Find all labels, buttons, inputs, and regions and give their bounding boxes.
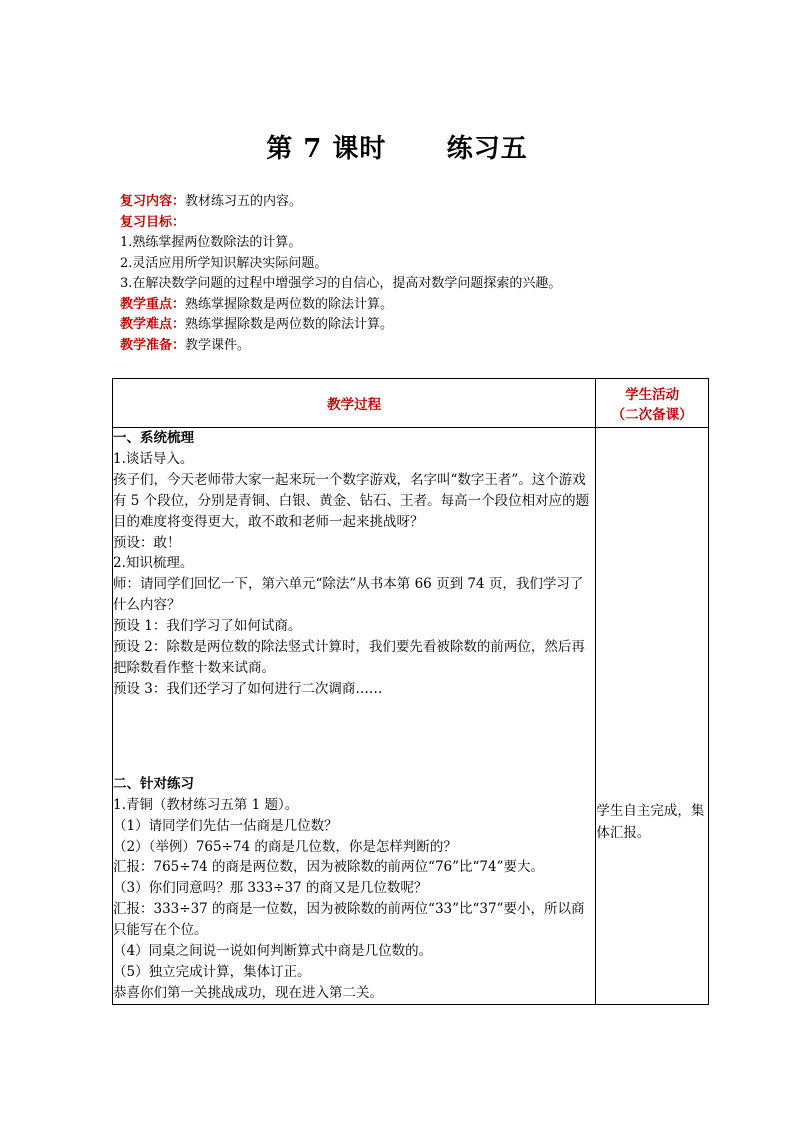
meta-text: 教学课件。 <box>185 337 251 353</box>
meta-review-goals <box>120 213 680 234</box>
meta-goal-2: 2.灵活应用所学知识解决实际问题。 <box>120 255 328 271</box>
meta-label: 复习目标： <box>120 214 186 230</box>
meta-review-content <box>120 192 680 213</box>
meta-text: 熟练掌握除数是两位数的除法计算。 <box>185 317 394 332</box>
blank-space <box>113 700 595 774</box>
section2-line: 恭喜你们第一关挑战成功，现在进入第二关。 <box>113 984 383 1001</box>
teaching-process-cell <box>113 428 596 1005</box>
header-activity-line1: 学生活动 <box>625 387 680 403</box>
section2-line: （4）同桌之间说一说如何判断算式中商是几位数的。 <box>113 943 433 960</box>
meta-text: 熟练掌握除数是两位数的除法计算。 <box>185 296 394 312</box>
section1-line: 预设 3：我们还学习了如何进行二次调商…… <box>113 680 383 697</box>
section2-line: 汇报：333÷37 的商是一位数，因为被除数的前两位“33”比“37”要小，所以商只能写在个位。 <box>113 901 585 939</box>
activity-note: 学生自主完成，集体汇报。 <box>596 803 705 841</box>
header-student-activity <box>596 379 709 428</box>
student-activity-cell <box>596 428 709 1005</box>
meta-preparation <box>120 336 680 357</box>
meta-text: 教材练习五的内容。 <box>185 194 303 209</box>
section1-line: 预设 2：除数是两位数的除法竖式计算时，我们要先看被除数的前两位，然后再把除数看作整十数来试商。 <box>113 639 585 676</box>
lesson-title: 第 7 课时 练习五 <box>266 134 528 164</box>
section2-line: 汇报：765÷74 的商是两位数，因为被除数的前两位“76”比“74”要大。 <box>113 859 545 876</box>
header-teaching-process: 教学过程 <box>113 379 596 428</box>
activity-spacer <box>596 428 708 800</box>
section2-line: （3）你们同意吗？那 333÷37 的商又是几位数呢？ <box>113 880 428 897</box>
section1-line: 预设：敢！ <box>113 534 181 551</box>
section1-line: 2.知识梳理。 <box>113 555 194 572</box>
header-activity-line2: （二次备课） <box>611 407 693 423</box>
lesson-table <box>112 378 709 1005</box>
section1-line: 1.谈话导入。 <box>113 450 194 467</box>
section1-line: 孩子们，今天老师带大家一起来玩一个数字游戏，名字叫“数字王者”。这个游戏有 5 个段位，分别是青铜、白银、黄金、钻石、王者。每高一个段位相对应的题目的难度将变得更大，敢不敢和老师一起来挑战呀？ <box>113 471 590 530</box>
section2-line: （5）独立完成计算，集体订正。 <box>113 963 311 980</box>
section1-line: 师：请同学们回忆一下，第六单元“除法”从书本第 66 页到 74 页，我们学习了什么内容？ <box>113 576 584 614</box>
meta-goal-1: 1.熟练掌握两位数除法的计算。 <box>120 235 302 250</box>
lesson-meta <box>120 192 680 356</box>
section-heading: 一、系统梳理 <box>113 430 194 446</box>
meta-goal-3: 3.在解决数学问题的过程中增强学习的自信心，提高对数学问题探索的兴趣。 <box>120 276 562 291</box>
meta-label: 教学准备： <box>120 337 186 353</box>
section2-line: 1.青铜（教材练习五第 1 题）。 <box>113 796 299 813</box>
section1-line: 预设 1：我们学习了如何试商。 <box>113 618 302 635</box>
meta-difficulty <box>120 315 680 336</box>
meta-label: 教学重点： <box>120 296 186 312</box>
section2-line: （2）（举例）765÷74 的商是几位数，你是怎样判断的？ <box>113 838 457 855</box>
meta-label: 教学难点： <box>120 317 186 332</box>
section2-line: （1）请同学们先估一估商是几位数？ <box>113 817 338 834</box>
meta-label: 复习内容： <box>120 194 186 209</box>
meta-key-point <box>120 295 680 316</box>
section-heading: 二、针对练习 <box>113 775 194 792</box>
